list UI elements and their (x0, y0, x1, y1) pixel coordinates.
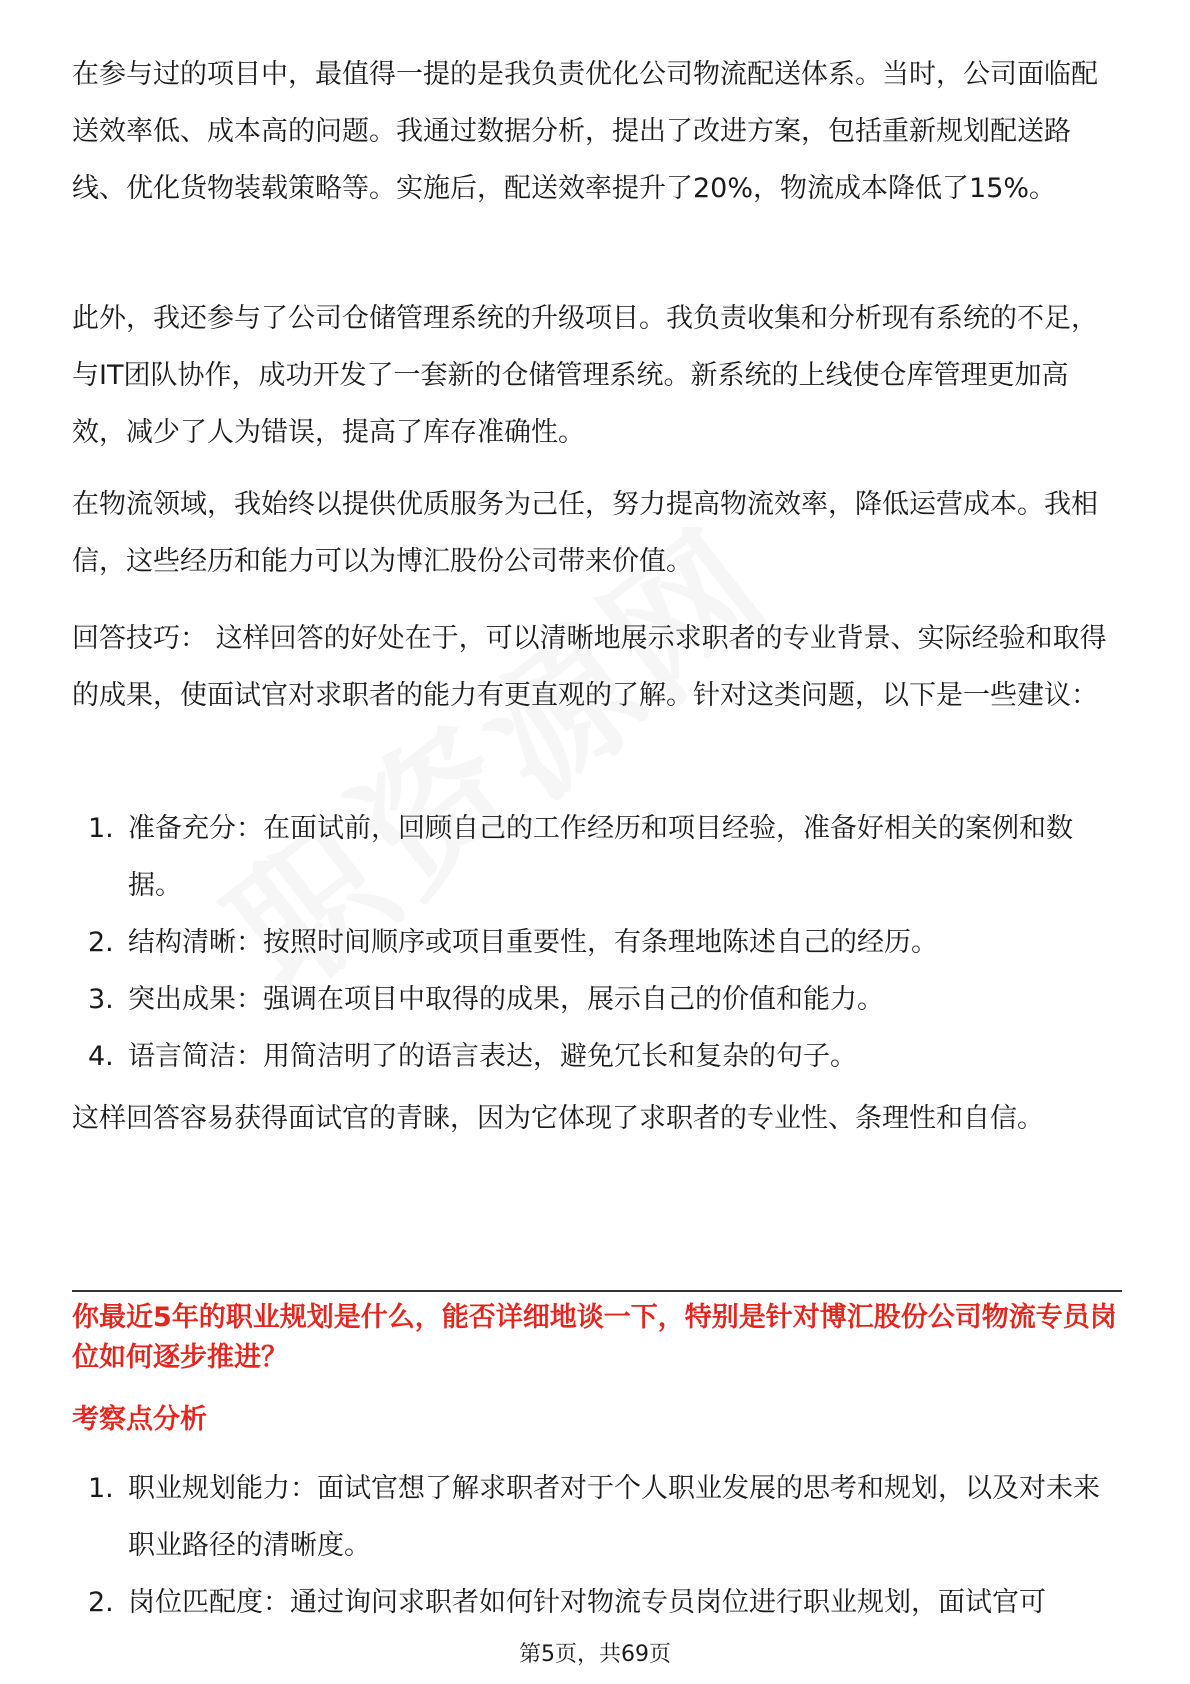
question-heading: 你最近5年的职业规划是什么，能否详细地谈一下，特别是针对博汇股份公司物流专员岗位如何逐步推进？ (72, 1302, 1117, 1373)
list-number: 3. (88, 984, 114, 1015)
list-text: 岗位匹配度：通过询问求职者如何针对物流专员岗位进行职业规划，面试官可 (128, 1587, 1046, 1618)
section-title: 考察点分析 (72, 1404, 207, 1435)
list-item (72, 800, 1122, 914)
list-item (72, 914, 1122, 971)
list-number: 2. (88, 927, 114, 958)
analysis-list (72, 1460, 1122, 1631)
list-item (72, 1574, 1122, 1631)
page-number: 第5页，共69页 (519, 1642, 671, 1667)
list-text: 准备充分：在面试前，回顾自己的工作经历和项目经验，准备好相关的案例和数据。 (128, 813, 1073, 901)
paragraph-answer-tips: 回答技巧： 这样回答的好处在于，可以清晰地展示求职者的专业背景、实际经验和取得的成果，使面试官对求职者的能力有更直观的了解。针对这类问题，以下是一些建议： (72, 623, 1107, 711)
list-number: 1. (88, 1473, 114, 1504)
paragraph-logistics-field: 在物流领域，我始终以提供优质服务为己任，努力提高物流效率，降低运营成本。我相信，这些经历和能力可以为博汇股份公司带来价值。 (72, 489, 1098, 577)
list-text: 语言简洁：用简洁明了的语言表达，避免冗长和复杂的句子。 (128, 1041, 857, 1072)
list-item (72, 971, 1122, 1028)
list-item (72, 1028, 1122, 1085)
list-number: 1. (88, 813, 114, 844)
list-number: 4. (88, 1041, 114, 1072)
list-text: 结构清晰：按照时间顺序或项目重要性，有条理地陈述自己的经历。 (128, 927, 938, 958)
tips-list (72, 800, 1122, 1085)
list-text: 职业规划能力：面试官想了解求职者对于个人职业发展的思考和规划，以及对未来职业路径的清晰度。 (128, 1473, 1100, 1561)
paragraph-warehouse-system: 此外，我还参与了公司仓储管理系统的升级项目。我负责收集和分析现有系统的不足，与IT团队协作，成功开发了一套新的仓储管理系统。新系统的上线使仓库管理更加高效，减少了人为错误，提高了库存准确性。 (72, 303, 1098, 448)
list-item (72, 1460, 1122, 1574)
section-divider (72, 1290, 1122, 1292)
paragraph-closing: 这样回答容易获得面试官的青睐，因为它体现了求职者的专业性、条理性和自信。 (72, 1103, 1044, 1134)
list-number: 2. (88, 1587, 114, 1618)
paragraph-project-logistics: 在参与过的项目中，最值得一提的是我负责优化公司物流配送体系。当时，公司面临配送效率低、成本高的问题。我通过数据分析，提出了改进方案，包括重新规划配送路线、优化货物装载策略等。实施后，配送效率提升了20%，物流成本降低了15%。 (72, 59, 1098, 204)
list-text: 突出成果：强调在项目中取得的成果，展示自己的价值和能力。 (128, 984, 884, 1015)
